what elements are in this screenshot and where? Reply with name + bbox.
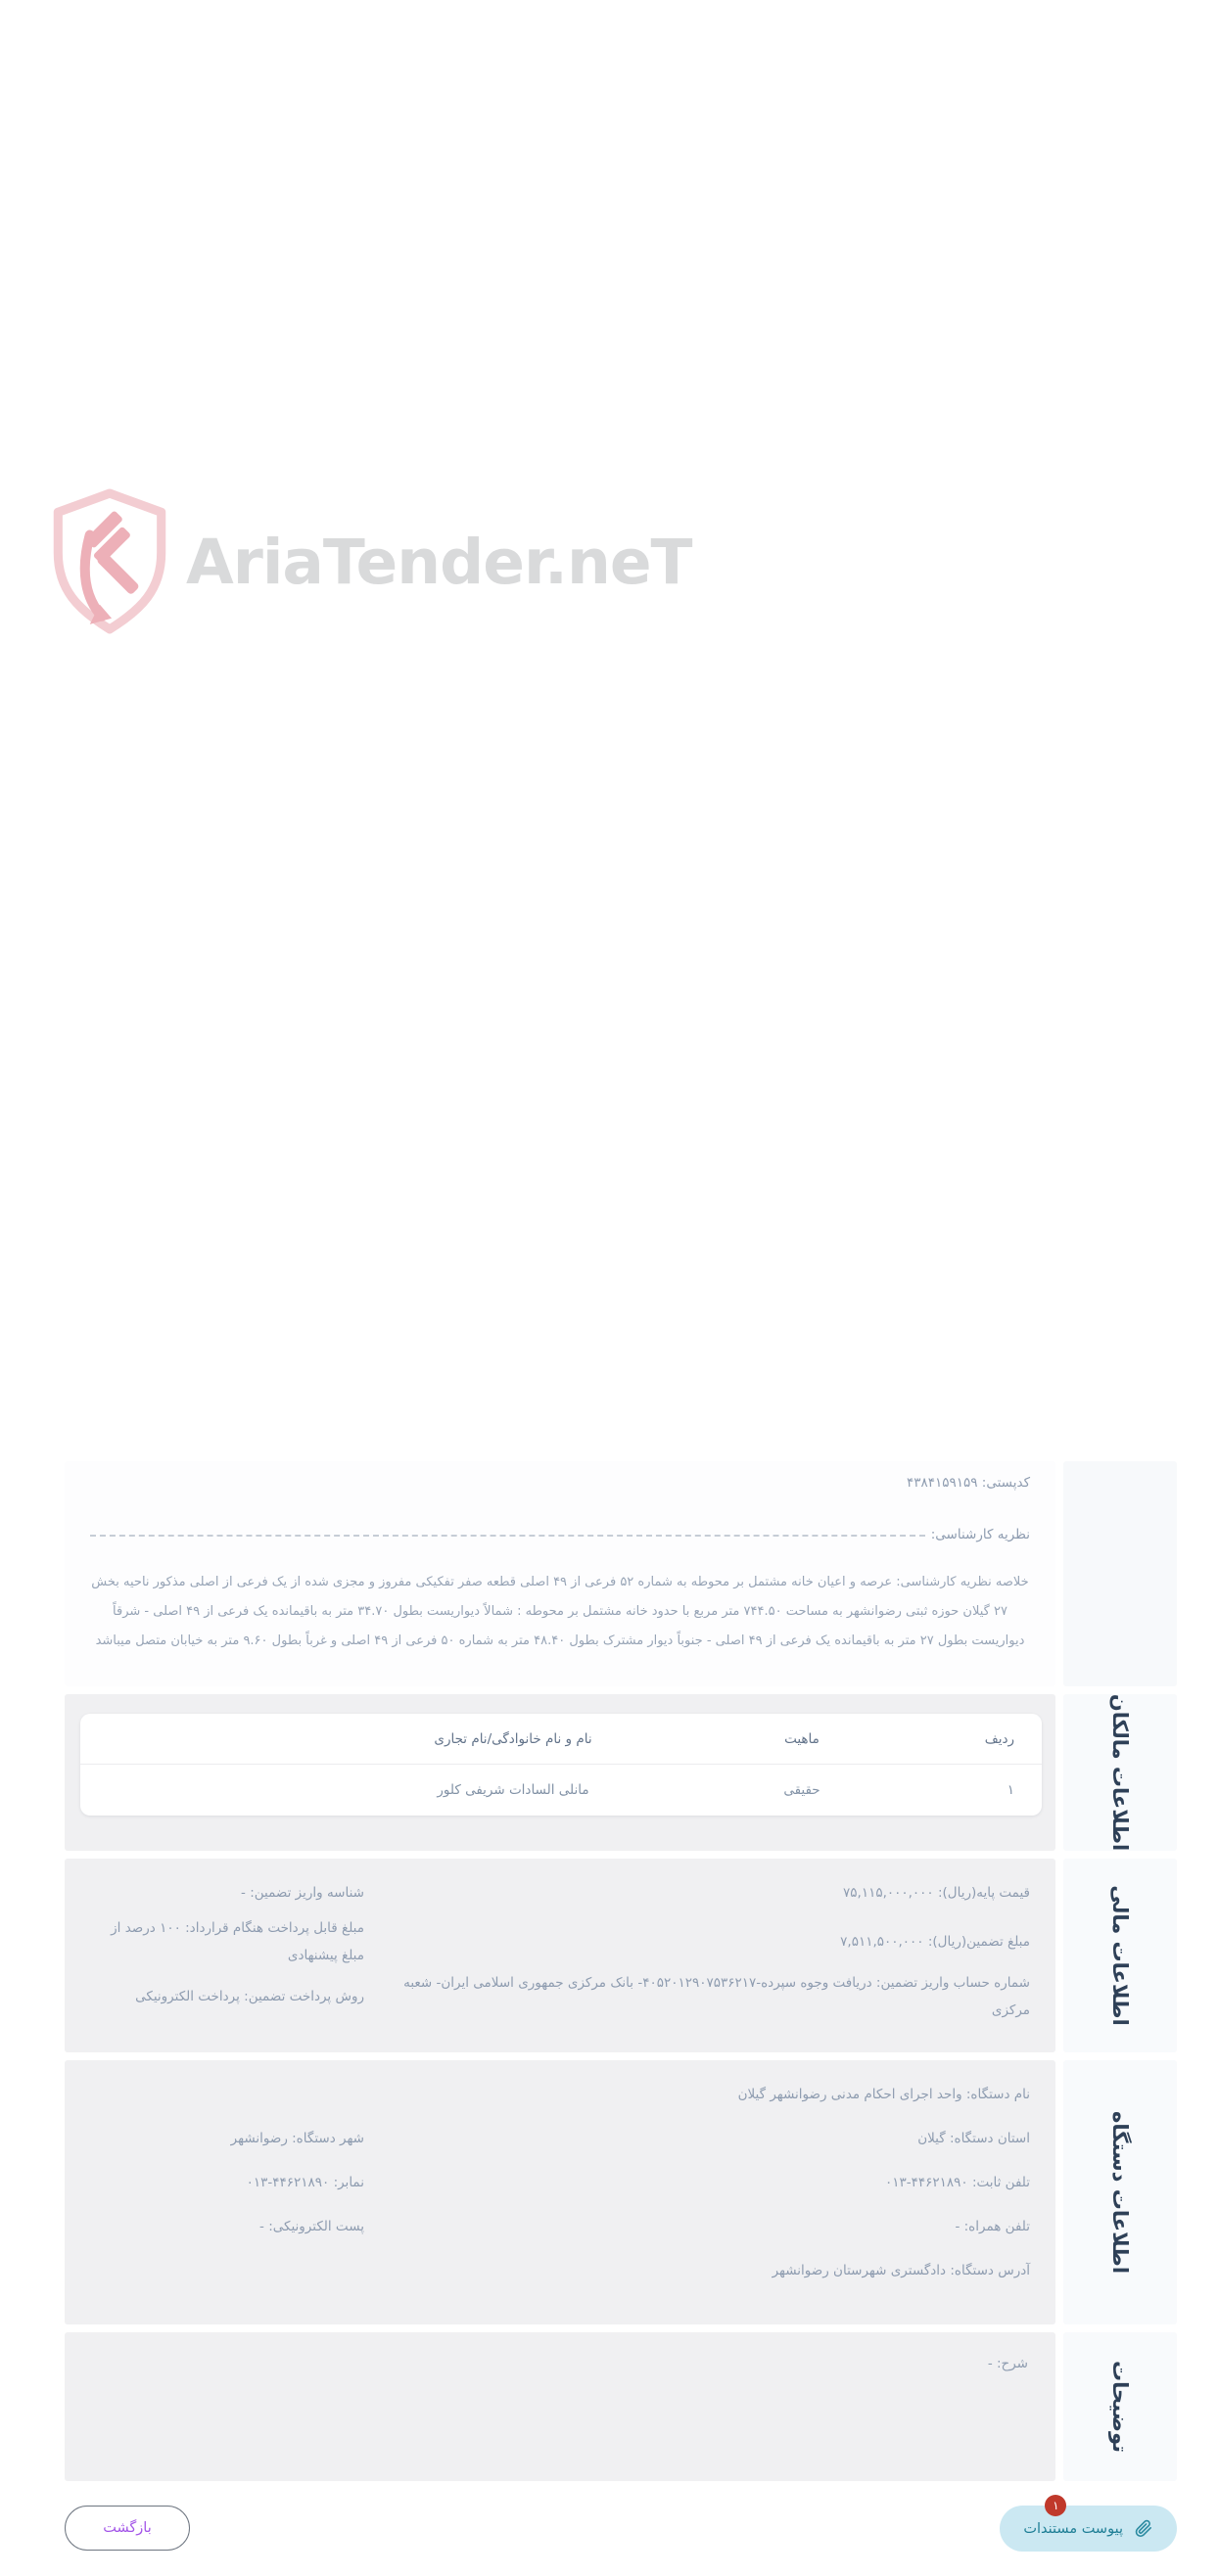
owners-box: [65, 1694, 1055, 1851]
device-name-field: نام دستگاه: واحد اجرای احکام مدنی رضوانشهر گیلان: [737, 2086, 1030, 2102]
section-descriptions: [65, 2332, 1177, 2481]
general-info-box: [65, 1461, 1055, 1686]
device-row: [90, 2116, 1030, 2160]
back-button[interactable]: بازگشت: [65, 2506, 190, 2551]
fax-label: نمابر:: [333, 2174, 364, 2190]
device-mobile-field: تلفن همراه: -: [955, 2218, 1030, 2234]
base-price-field: قیمت پایه(ریال): ۷۵,۱۱۵,۰۰۰,۰۰۰: [843, 1884, 1030, 1901]
attachment-count-badge: ۱: [1045, 2495, 1066, 2516]
section-general: [65, 1461, 1177, 1686]
device-address-field: آدرس دستگاه: دادگستری شهرستان رضوانشهر: [772, 2262, 1030, 2278]
device-email-field: پست الکترونیکی: -: [259, 2218, 364, 2234]
phone-value: ۰۱۳-۴۴۶۲۱۸۹۰: [885, 2174, 968, 2190]
descriptions-box: [65, 2332, 1055, 2481]
device-box: [65, 2060, 1055, 2324]
expert-opinion-row: [90, 1527, 1030, 1542]
sidebar-box-device: [1063, 2060, 1177, 2324]
expert-opinion-label: نظریه کارشناسی:: [930, 1527, 1030, 1542]
attach-documents-button[interactable]: [1000, 2499, 1177, 2552]
sidebar-box-descriptions: [1063, 2332, 1177, 2481]
guarantee-amount-field: مبلغ تضمین(ریال): ۷,۵۱۱,۵۰۰,۰۰۰: [840, 1934, 1030, 1950]
cell-name: مانلی السادات شریفی کلور: [437, 1782, 589, 1798]
fax-value: ۰۱۳-۴۴۶۲۱۸۹۰: [246, 2174, 330, 2190]
owners-table: [80, 1714, 1042, 1816]
device-row: [90, 2072, 1030, 2116]
owners-section-title: اطلاعات مالکان: [1108, 1693, 1132, 1852]
watermark-logo: [49, 487, 692, 636]
cell-row-number: ۱: [1007, 1782, 1014, 1798]
sidebar-box-owners: [1063, 1694, 1177, 1851]
financial-row: [90, 1914, 1030, 1969]
header-row-number: ردیف: [984, 1730, 1014, 1747]
financial-box: [65, 1859, 1055, 2052]
device-phone-field: [384, 2169, 1030, 2196]
detail-sections: [65, 1461, 1177, 2489]
section-device: [65, 2060, 1177, 2324]
financial-section-title: اطلاعات مالی: [1108, 1885, 1132, 2026]
paperclip-icon: [1133, 2518, 1153, 2539]
device-row: [90, 2248, 1030, 2292]
header-name: نام و نام خانوادگی/نام تجاری: [434, 1730, 592, 1747]
financial-row: [90, 1969, 1030, 2024]
device-city-field: شهر دستگاه: رضوانشهر: [230, 2130, 364, 2146]
dashed-divider: [90, 1535, 925, 1537]
footer-actions: [65, 2499, 1177, 2552]
payment-method-field: روش پرداخت تضمین: پرداخت الکترونیکی: [135, 1989, 364, 2004]
section-financial: [65, 1859, 1177, 2052]
table-row: [80, 1765, 1042, 1816]
device-row: [90, 2204, 1030, 2248]
postal-code-field: کدپستی: ۴۳۸۴۱۵۹۱۵۹: [907, 1475, 1030, 1491]
attach-documents-label: پیوست مستندات: [1023, 2520, 1123, 2537]
phone-label: تلفن ثابت:: [971, 2174, 1030, 2190]
header-nature: ماهیت: [784, 1730, 820, 1747]
device-section-title: اطلاعات دستگاه: [1108, 2110, 1132, 2275]
deposit-id-field: شناسه واریز تضمین: -: [241, 1884, 364, 1901]
section-owners: [65, 1694, 1177, 1851]
financial-row: [90, 1870, 1030, 1914]
expert-opinion-summary: خلاصه نظریه کارشناسی: عرصه و اعیان خانه مشتمل بر محوطه به شماره ۵۲ فرعی از ۴۹ اصلی قطعه صفر تفکیکی مفروز و مجزی شده از یک فرعی از اصلی مذکور ناحیه بخش ۲۷ گیلان حوزه ثبتی رضوانشهر به مساحت ۷۴۴.۵۰ متر مربع با حدود خانه مشتمل بر محوطه : شمالاً دیواریست بطول ۳۴.۷۰ متر به باقیمانده یک فرعی از ۴۹ اصلی - شرقاً دیواریست بطول ۲۷ متر به باقیمانده یک فرعی از ۴۹ اصلی - جنوباً دیوار مشترک بطول ۴۸.۴۰ متر به شماره ۵۰ فرعی از ۴۹ اصلی و غرباً بطول ۹.۶۰ متر به خیابان متصل میباشد: [91, 1575, 1029, 1648]
descriptions-section-title: توضیحات: [1108, 2360, 1133, 2454]
owners-table-header: [80, 1714, 1042, 1765]
deposit-account-field: شماره حساب واریز تضمین: دریافت وجوه سپرده-۴۰۵۲۰۱۲۹۰۷۵۳۶۲۱۷- بانک مرکزی جمهوری اسلامی ایران- شعبه مرکزی: [403, 1975, 1030, 2018]
device-fax-field: [90, 2169, 364, 2196]
device-province-field: استان دستگاه: گیلان: [917, 2130, 1030, 2146]
sidebar-box-financial: [1063, 1859, 1177, 2052]
description-text: شرح: -: [987, 2356, 1028, 2371]
payable-amount-field: مبلغ قابل پرداخت هنگام قرارداد: ۱۰۰ درصد از مبلغ پیشنهادی: [111, 1920, 364, 1963]
brand-wordmark: AriaTender.neT: [186, 526, 692, 598]
device-row: [90, 2160, 1030, 2204]
cell-nature: حقیقی: [783, 1782, 820, 1798]
brand-shield-gavel-icon: [49, 487, 170, 636]
sidebar-box-general: [1063, 1461, 1177, 1686]
